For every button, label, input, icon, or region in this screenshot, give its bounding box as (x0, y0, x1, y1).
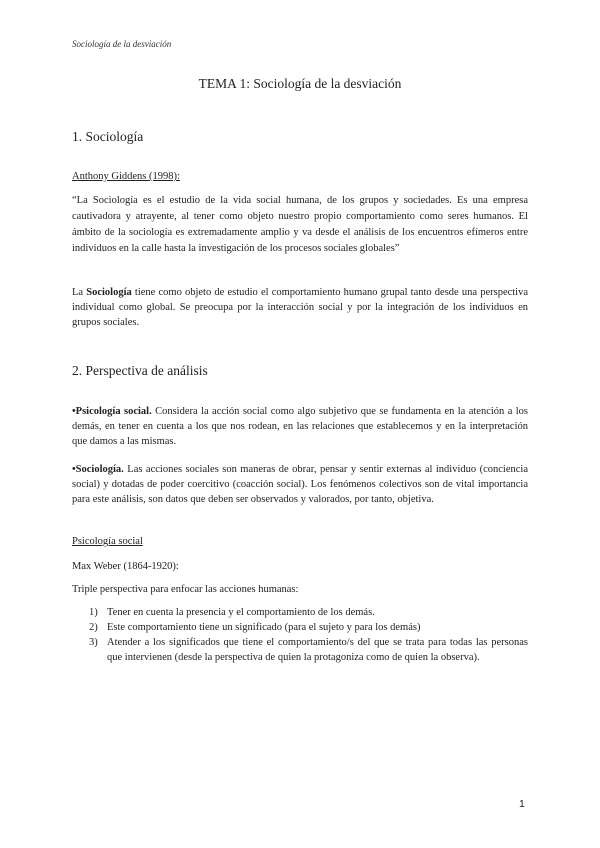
subheading-psicologia-social: Psicología social (72, 536, 143, 547)
page-number: 1 (519, 798, 525, 810)
definition-text: Considera la acción social como algo subjetivo que se fundamenta en la atención a los demás, en tener en cuenta a los que nos rodean, en las relaciones que establecemos y en la interpretación que damos a las mismas. (72, 406, 529, 447)
definition-text: Las acciones sociales son maneras de obrar, pensar y sentir externas al individuo (conciencia social) y dotadas de poder coercitivo (coacción social). Los fenómenos colectivos son de vital importancia para este análisis, son datos que deben ser observados y valorados, por tanto, objetiva. (72, 464, 528, 505)
definition-psicologia-social (72, 404, 528, 449)
list-number: 2) (89, 622, 98, 633)
weber-citation: Max Weber (1864-1920): (72, 561, 179, 572)
list-item (72, 605, 528, 620)
paragraph-lead: La (72, 287, 87, 298)
list-number: 1) (89, 607, 98, 618)
running-header: Sociología de la desviación (72, 39, 172, 49)
definition-sociologia (72, 462, 528, 507)
sociologia-paragraph (72, 285, 528, 330)
section-heading-perspectiva: 2. Perspectiva de análisis (72, 363, 208, 378)
list-text: Este comportamiento tiene un significado (para el sujeto y para los demás) (107, 622, 421, 633)
list-text: Atender a los significados que tiene el comportamiento/s del que se trata para todas las personas que intervienen (desde la perspectiva de quien la protagoniza como de quien la observa). (107, 637, 528, 663)
triple-perspective-intro: Triple perspectiva para enfocar las acciones humanas: (72, 584, 299, 595)
page-title: TEMA 1: Sociología de la desviación (198, 76, 402, 91)
definition-term: •Sociología. (72, 464, 124, 475)
giddens-quote: “La Sociología es el estudio de la vida social humana, de los grupos y sociedades. Es una empresa cautivadora y atrayente, al tener como objeto nuestro propio comportamiento como seres humanos. El ámbito de la sociología es extremadamente amplio y va desde el análisis de los encuentros efímeros entre individuos en la calle hasta la investigación de los procesos sociales globales” (72, 195, 528, 254)
list-item (72, 620, 528, 635)
list-text: Tener en cuenta la presencia y el comportamiento de los demás. (107, 607, 375, 618)
definition-term: •Psicología social. (72, 406, 152, 417)
section-heading-sociologia: 1. Sociología (72, 129, 144, 144)
author-citation: Anthony Giddens (1998): (72, 171, 180, 182)
list-item (72, 635, 528, 665)
paragraph-rest: tiene como objeto de estudio el comportamiento humano grupal tanto desde una perspectiva individual como global. Se preocupa por la interacción social y por la integración de los individuos en grupos sociales. (72, 287, 529, 328)
perspective-list (72, 605, 528, 665)
paragraph-bold-term: Sociología (86, 287, 132, 298)
list-number: 3) (89, 637, 98, 648)
